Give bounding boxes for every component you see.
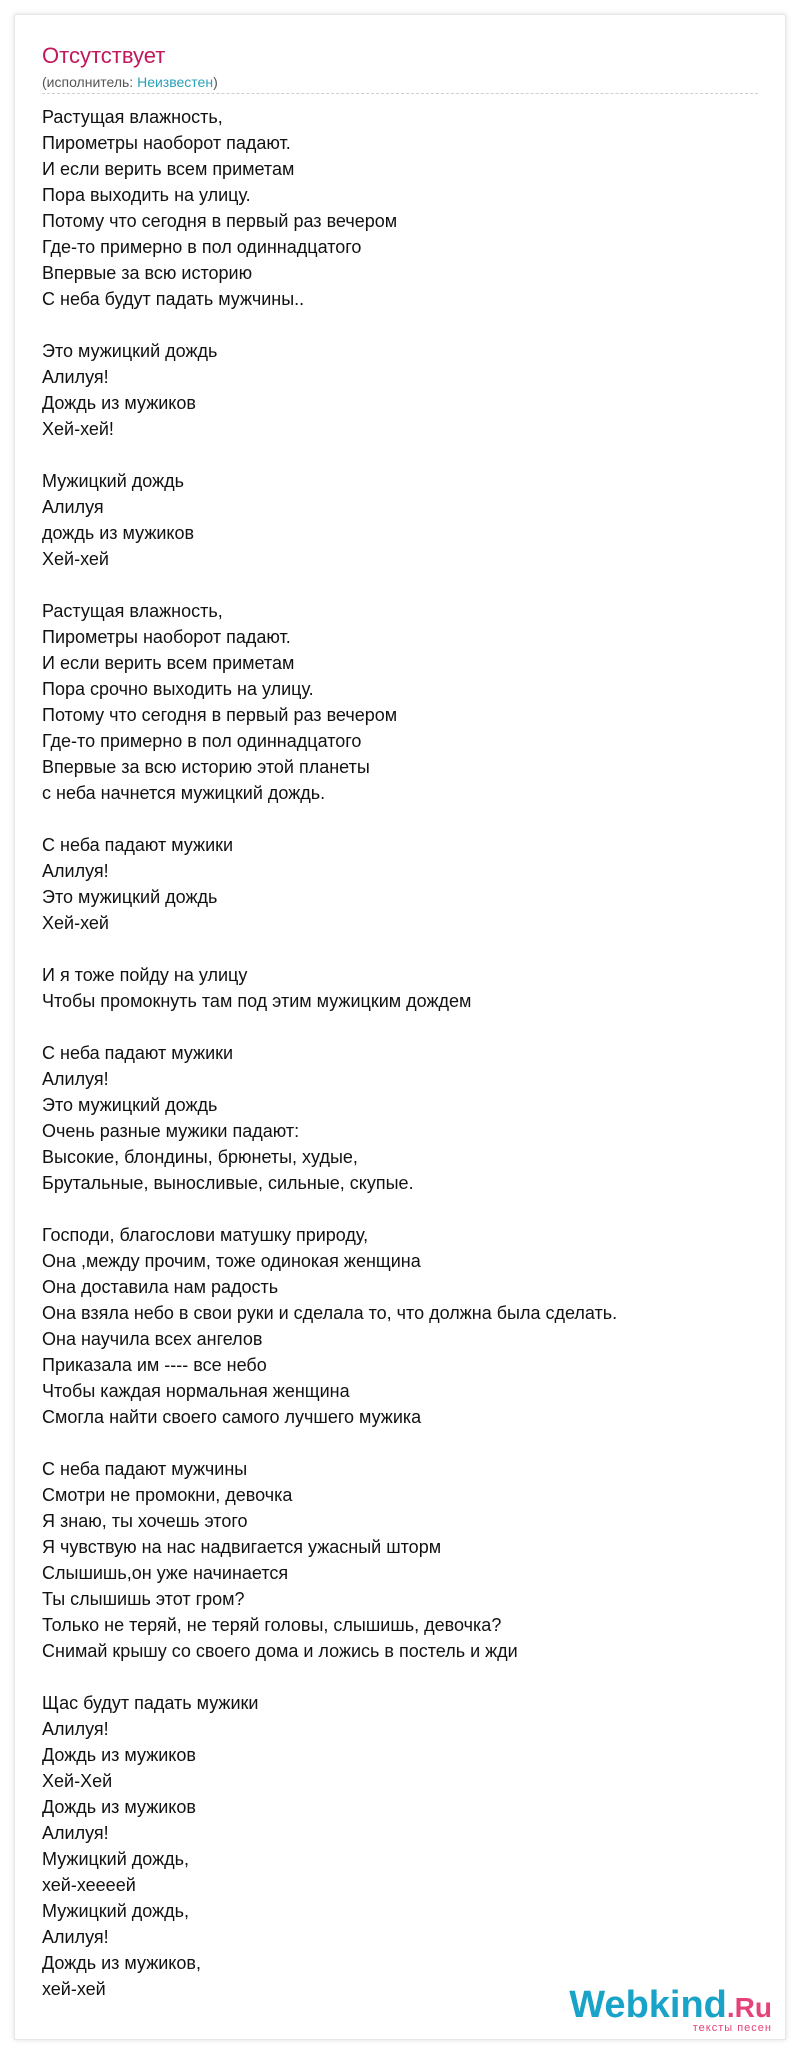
lyric-blank-line bbox=[42, 936, 762, 962]
lyric-line: Смогла найти своего самого лучшего мужика bbox=[42, 1407, 422, 1427]
lyric-line: Она доставила нам радость bbox=[42, 1277, 279, 1297]
lyric-line: Приказала им ---- все небо bbox=[42, 1355, 267, 1375]
lyric-blank-line bbox=[42, 572, 762, 598]
lyric-line: Она ,между прочим, тоже одинокая женщина bbox=[42, 1251, 421, 1271]
lyric-line: Пора выходить на улицу. bbox=[42, 185, 251, 205]
logo-brand-tld: .Ru bbox=[726, 1992, 772, 2023]
lyric-line: Где-то примерно в пол одиннадцатого bbox=[42, 731, 362, 751]
site-logo[interactable] bbox=[569, 1985, 772, 2034]
lyric-line: Хей-хей bbox=[42, 913, 109, 933]
lyric-line: С неба падают мужики bbox=[42, 835, 234, 855]
lyric-line: Дождь из мужиков bbox=[42, 1745, 196, 1765]
lyric-line: с неба начнется мужицкий дождь. bbox=[42, 783, 326, 803]
lyric-line: Это мужицкий дождь bbox=[42, 1095, 218, 1115]
lyric-blank-line bbox=[42, 1196, 762, 1222]
lyric-line: Слышишь,он уже начинается bbox=[42, 1563, 289, 1583]
lyric-blank-line bbox=[42, 1664, 762, 1690]
lyric-line: Мужицкий дождь, bbox=[42, 1849, 190, 1869]
lyric-line: Растущая влажность, bbox=[42, 107, 223, 127]
lyric-line: хей-хеееей bbox=[42, 1875, 136, 1895]
lyric-line: Пирометры наоборот падают. bbox=[42, 133, 291, 153]
lyric-line: Ты слышишь этот гром? bbox=[42, 1589, 245, 1609]
lyric-line: Хей-хей! bbox=[42, 419, 114, 439]
performer-suffix: ) bbox=[213, 74, 218, 90]
lyric-line: Очень разные мужики падают: bbox=[42, 1121, 300, 1141]
lyric-line: Дождь из мужиков bbox=[42, 393, 196, 413]
lyric-line: Чтобы каждая нормальная женщина bbox=[42, 1381, 350, 1401]
lyric-line: Алилуя bbox=[42, 497, 104, 517]
logo-tagline: тексты песен bbox=[692, 2022, 772, 2034]
lyric-line: Щас будут падать мужики bbox=[42, 1693, 259, 1713]
lyric-line: Растущая влажность, bbox=[42, 601, 223, 621]
lyric-blank-line bbox=[42, 806, 762, 832]
lyric-line: Хей-хей bbox=[42, 549, 109, 569]
lyric-line: Алилуя! bbox=[42, 1069, 109, 1089]
lyric-line: Смотри не промокни, девочка bbox=[42, 1485, 293, 1505]
title-divider bbox=[42, 93, 758, 94]
lyric-line: Алилуя! bbox=[42, 1927, 109, 1947]
lyric-line: Потому что сегодня в первый раз вечером bbox=[42, 211, 398, 231]
performer-prefix: (исполнитель: bbox=[42, 74, 138, 90]
lyric-line: Пора срочно выходить на улицу. bbox=[42, 679, 314, 699]
lyric-line: Она научила всех ангелов bbox=[42, 1329, 263, 1349]
lyric-blank-line bbox=[42, 1014, 762, 1040]
lyric-line: Это мужицкий дождь bbox=[42, 341, 218, 361]
lyric-line: Только не теряй, не теряй головы, слышишь, девочка? bbox=[42, 1615, 502, 1635]
lyric-line: Алилуя! bbox=[42, 367, 109, 387]
lyric-blank-line bbox=[42, 312, 762, 338]
lyric-line: Она взяла небо в свои руки и сделала то, что должна была сделать. bbox=[42, 1303, 618, 1323]
lyric-line: Потому что сегодня в первый раз вечером bbox=[42, 705, 398, 725]
lyric-line: хей-хей bbox=[42, 1979, 106, 1999]
lyric-line: Мужицкий дождь bbox=[42, 471, 185, 491]
lyric-line: Хей-Хей bbox=[42, 1771, 113, 1791]
lyric-line: Чтобы промокнуть там под этим мужицким дождем bbox=[42, 991, 472, 1011]
performer-line bbox=[42, 73, 218, 91]
lyric-blank-line bbox=[42, 1430, 762, 1456]
lyric-line: С неба будут падать мужчины.. bbox=[42, 289, 305, 309]
lyrics-text bbox=[42, 104, 762, 2002]
lyric-line: Я знаю, ты хочешь этого bbox=[42, 1511, 248, 1531]
lyric-line: Впервые за всю историю этой планеты bbox=[42, 757, 370, 777]
lyric-line: И если верить всем приметам bbox=[42, 653, 295, 673]
lyric-line: С неба падают мужики bbox=[42, 1043, 234, 1063]
lyric-line: Алилуя! bbox=[42, 1719, 109, 1739]
lyric-line: Впервые за всю историю bbox=[42, 263, 253, 283]
lyric-line: Пирометры наоборот падают. bbox=[42, 627, 291, 647]
lyric-line: Алилуя! bbox=[42, 1823, 109, 1843]
lyric-line: Высокие, блондины, брюнеты, худые, bbox=[42, 1147, 358, 1167]
lyric-line: Брутальные, выносливые, сильные, скупые. bbox=[42, 1173, 414, 1193]
artist-link[interactable]: Неизвестен bbox=[137, 74, 214, 90]
lyric-line: И если верить всем приметам bbox=[42, 159, 295, 179]
lyric-line: дождь из мужиков bbox=[42, 523, 195, 543]
lyric-line: Господи, благослови матушку природу, bbox=[42, 1225, 369, 1245]
lyric-line: Дождь из мужиков bbox=[42, 1797, 196, 1817]
lyric-line: Алилуя! bbox=[42, 861, 109, 881]
lyric-line: Это мужицкий дождь bbox=[42, 887, 218, 907]
lyric-line: Где-то примерно в пол одиннадцатого bbox=[42, 237, 362, 257]
lyric-blank-line bbox=[42, 442, 762, 468]
lyric-line: И я тоже пойду на улицу bbox=[42, 965, 248, 985]
lyric-line: Я чувствую на нас надвигается ужасный шторм bbox=[42, 1537, 442, 1557]
lyric-line: Снимай крышу со своего дома и ложись в постель и жди bbox=[42, 1641, 518, 1661]
lyric-line: Мужицкий дождь, bbox=[42, 1901, 190, 1921]
lyric-line: Дождь из мужиков, bbox=[42, 1953, 201, 1973]
lyric-line: С неба падают мужчины bbox=[42, 1459, 248, 1479]
song-title: Отсутствует bbox=[42, 43, 166, 68]
logo-brand-main: Webkind bbox=[569, 1984, 727, 2026]
